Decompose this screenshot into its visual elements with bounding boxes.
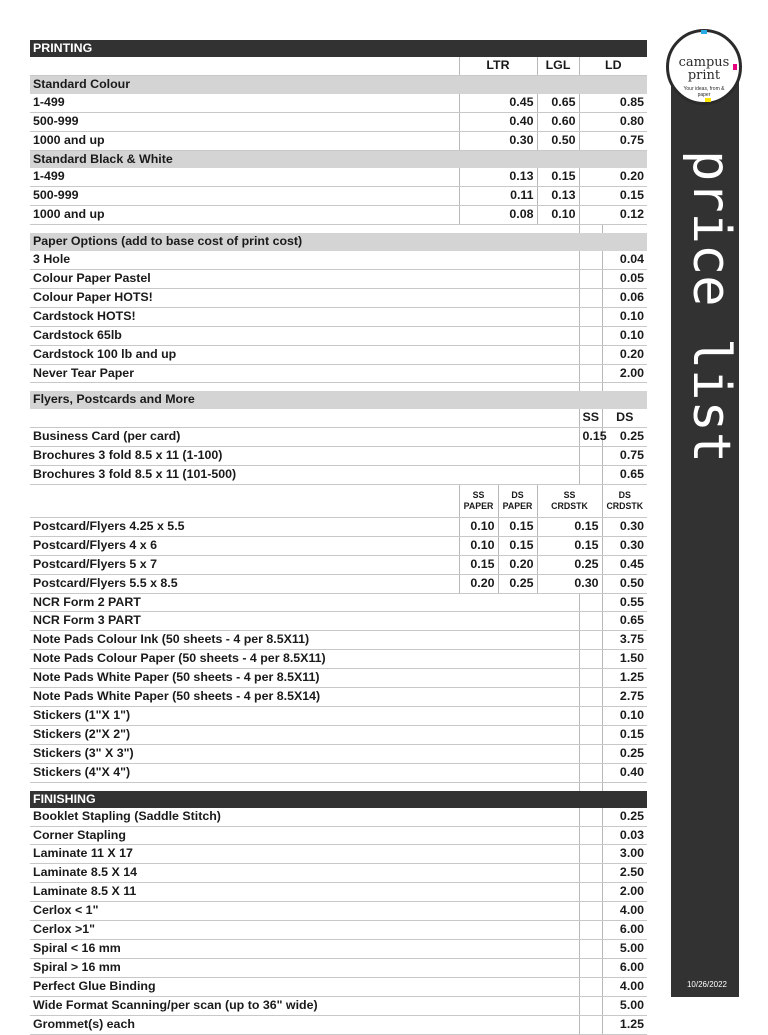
spacer	[579, 251, 602, 269]
item-label: Spiral < 16 mm	[30, 939, 579, 958]
item-label: Note Pads Colour Paper (50 sheets - 4 per 8.5X11)	[30, 650, 579, 669]
finishing-row	[30, 826, 647, 845]
subsection-title: Paper Options (add to base cost of print cost)	[30, 233, 647, 251]
spacer	[579, 593, 602, 612]
price-ss-crdstk: 0.15	[537, 536, 602, 555]
spacer	[579, 883, 602, 902]
subsection-paper-options	[30, 233, 647, 251]
item-price: 1.50	[602, 650, 647, 669]
column-header-top: SS	[563, 489, 576, 500]
column-header-ds-paper	[498, 484, 537, 517]
column-header-top: DS	[618, 489, 631, 500]
item-label: NCR Form 2 PART	[30, 593, 579, 612]
item-price: 2.00	[602, 883, 647, 902]
item-label: Colour Paper Pastel	[30, 269, 579, 288]
spacer	[579, 612, 602, 631]
item-label: Cardstock HOTS!	[30, 307, 579, 326]
postcard-row	[30, 555, 647, 574]
postcard-column-header	[30, 484, 647, 517]
item-label: Note Pads Colour Ink (50 sheets - 4 per 8.5X11)	[30, 631, 579, 650]
logo-text-campus: campus	[678, 55, 730, 70]
logo-tagline: Your ideas, from & paper	[683, 86, 725, 98]
quantity-label: 500-999	[30, 112, 459, 131]
price-ds-paper: 0.20	[498, 555, 537, 574]
column-header-bottom: CRDSTK	[551, 500, 588, 511]
print-price-row	[30, 206, 647, 225]
spacer	[579, 939, 602, 958]
item-label: Note Pads White Paper (50 sheets - 4 per 8.5X11)	[30, 669, 579, 688]
price-table-container	[30, 40, 647, 1035]
printing-column-header	[30, 57, 647, 75]
item-label: Cardstock 100 lb and up	[30, 345, 579, 364]
subsection-bw	[30, 150, 647, 168]
flyer-item-row	[30, 725, 647, 744]
price-ltr: 0.13	[459, 168, 537, 186]
finishing-row	[30, 864, 647, 883]
sidebar-title: price list	[681, 150, 741, 464]
column-header-ds: DS	[602, 409, 647, 427]
item-label: Corner Stapling	[30, 826, 579, 845]
column-header-ds-crdstk	[602, 484, 647, 517]
spacer	[579, 744, 602, 763]
spacer	[579, 725, 602, 744]
item-price: 0.06	[602, 288, 647, 307]
print-price-row	[30, 168, 647, 186]
spacer	[579, 958, 602, 977]
spacer	[602, 782, 647, 791]
spacer	[30, 383, 579, 392]
price-ltr: 0.30	[459, 131, 537, 150]
yellow-accent-dot	[705, 98, 711, 102]
finishing-row	[30, 977, 647, 996]
item-price: 3.75	[602, 631, 647, 650]
item-label: Cardstock 65lb	[30, 326, 579, 345]
sidebar-title-wrap	[679, 150, 739, 480]
finishing-row	[30, 883, 647, 902]
postcard-row	[30, 574, 647, 593]
price-ld: 0.12	[579, 206, 647, 225]
spacer	[579, 921, 602, 940]
subsection-title: Standard Colour	[30, 75, 647, 93]
item-label: Business Card (per card)	[30, 428, 579, 447]
spacer	[579, 782, 602, 791]
item-label: Booklet Stapling (Saddle Stitch)	[30, 808, 579, 826]
item-label: Postcard/Flyers 4 x 6	[30, 536, 459, 555]
flyer-item-row	[30, 650, 647, 669]
flyers-column-header	[30, 409, 647, 427]
item-label: Cerlox >1"	[30, 921, 579, 940]
spacer	[579, 307, 602, 326]
item-price: 5.00	[602, 939, 647, 958]
spacer	[579, 977, 602, 996]
section-title: FINISHING	[30, 791, 647, 808]
spacer	[579, 763, 602, 782]
spacer	[602, 383, 647, 392]
label-spacer	[30, 409, 579, 427]
item-label: Colour Paper HOTS!	[30, 288, 579, 307]
price-ds-crdstk: 0.30	[602, 517, 647, 536]
spacer	[579, 269, 602, 288]
cyan-accent-dot	[701, 30, 707, 34]
column-header-top: DS	[511, 489, 524, 500]
paper-option-row	[30, 288, 647, 307]
flyer-item-row	[30, 669, 647, 688]
item-price: 2.00	[602, 364, 647, 383]
column-header-bottom: CRDSTK	[606, 500, 644, 511]
item-price: 0.25	[602, 808, 647, 826]
section-finishing	[30, 791, 647, 808]
flyer-item-row	[30, 707, 647, 726]
item-label: Brochures 3 fold 8.5 x 11 (101-500)	[30, 466, 579, 485]
item-price: 6.00	[602, 958, 647, 977]
flyer-item-row	[30, 612, 647, 631]
flyer-item-row	[30, 688, 647, 707]
quantity-label: 1000 and up	[30, 131, 459, 150]
flyer-item-row	[30, 593, 647, 612]
item-price: 4.00	[602, 977, 647, 996]
label-spacer	[30, 57, 459, 75]
spacer	[30, 782, 579, 791]
quantity-label: 500-999	[30, 187, 459, 206]
paper-option-row	[30, 251, 647, 269]
price-ss: 0.15	[579, 428, 602, 447]
item-price: 1.25	[602, 1015, 647, 1034]
item-price: 1.25	[602, 669, 647, 688]
paper-option-row	[30, 307, 647, 326]
finishing-row	[30, 808, 647, 826]
postcard-row	[30, 536, 647, 555]
spacer-row	[30, 782, 647, 791]
subsection-colour	[30, 75, 647, 93]
item-price: 2.50	[602, 864, 647, 883]
column-header-bottom: PAPER	[463, 500, 494, 511]
spacer	[579, 631, 602, 650]
item-label: Cerlox < 1"	[30, 902, 579, 921]
spacer	[579, 225, 602, 234]
flyer-item-row	[30, 744, 647, 763]
subsection-title: Flyers, Postcards and More	[30, 391, 647, 409]
price-ss-crdstk: 0.30	[537, 574, 602, 593]
price-lgl: 0.13	[537, 187, 579, 206]
column-header-ltr: LTR	[459, 57, 537, 75]
price-ld: 0.15	[579, 187, 647, 206]
column-header-ld: LD	[579, 57, 647, 75]
item-label: Laminate 8.5 X 11	[30, 883, 579, 902]
spacer	[579, 996, 602, 1015]
item-label: Spiral > 16 mm	[30, 958, 579, 977]
price-lgl: 0.60	[537, 112, 579, 131]
price-lgl: 0.10	[537, 206, 579, 225]
column-header-top: SS	[472, 489, 485, 500]
price-ss-paper: 0.10	[459, 517, 498, 536]
price-ds: 0.25	[602, 428, 647, 447]
spacer	[579, 845, 602, 864]
price-ld: 0.75	[579, 131, 647, 150]
price-lgl: 0.65	[537, 94, 579, 112]
item-label: Note Pads White Paper (50 sheets - 4 per 8.5X14)	[30, 688, 579, 707]
spacer	[579, 864, 602, 883]
item-label: Postcard/Flyers 4.25 x 5.5	[30, 517, 459, 536]
finishing-row	[30, 921, 647, 940]
spacer	[579, 345, 602, 364]
item-price: 0.65	[602, 612, 647, 631]
item-price: 6.00	[602, 921, 647, 940]
brochure-row	[30, 447, 647, 466]
print-price-row	[30, 94, 647, 112]
finishing-row	[30, 1015, 647, 1034]
postcard-row	[30, 517, 647, 536]
quantity-label: 1000 and up	[30, 206, 459, 225]
item-label: Laminate 8.5 X 14	[30, 864, 579, 883]
label-spacer	[30, 484, 459, 517]
price-ld: 0.80	[579, 112, 647, 131]
finishing-row	[30, 958, 647, 977]
business-card-row	[30, 428, 647, 447]
spacer	[579, 669, 602, 688]
spacer	[579, 1015, 602, 1034]
spacer-row	[30, 383, 647, 392]
spacer	[579, 808, 602, 826]
print-price-row	[30, 131, 647, 150]
item-price: 0.25	[602, 744, 647, 763]
finishing-row	[30, 996, 647, 1015]
price-ltr: 0.08	[459, 206, 537, 225]
item-price: 3.00	[602, 845, 647, 864]
spacer	[579, 326, 602, 345]
item-label: 3 Hole	[30, 251, 579, 269]
finishing-row	[30, 939, 647, 958]
price-ltr: 0.45	[459, 94, 537, 112]
item-price: 0.40	[602, 763, 647, 782]
subsection-flyers	[30, 391, 647, 409]
price-ld: 0.85	[579, 94, 647, 112]
paper-option-row	[30, 345, 647, 364]
item-price: 0.10	[602, 307, 647, 326]
item-label: Stickers (3" X 3")	[30, 744, 579, 763]
price-ds-paper: 0.15	[498, 536, 537, 555]
sidebar-date: 10/26/2022	[686, 980, 728, 989]
item-price: 0.55	[602, 593, 647, 612]
spacer	[30, 225, 579, 234]
spacer	[602, 225, 647, 234]
spacer	[579, 364, 602, 383]
price-ds-paper: 0.15	[498, 517, 537, 536]
item-label: Postcard/Flyers 5 x 7	[30, 555, 459, 574]
brochure-row	[30, 466, 647, 485]
spacer	[579, 650, 602, 669]
column-header-ss: SS	[579, 409, 602, 427]
item-label: NCR Form 3 PART	[30, 612, 579, 631]
price-ds-paper: 0.25	[498, 574, 537, 593]
price-ss-paper: 0.15	[459, 555, 498, 574]
quantity-label: 1-499	[30, 168, 459, 186]
print-price-row	[30, 112, 647, 131]
item-price: 0.75	[602, 447, 647, 466]
price-ltr: 0.40	[459, 112, 537, 131]
item-price: 0.65	[602, 466, 647, 485]
quantity-label: 1-499	[30, 94, 459, 112]
item-price: 0.20	[602, 345, 647, 364]
column-header-bottom: PAPER	[502, 500, 533, 511]
item-price: 0.10	[602, 707, 647, 726]
paper-option-row	[30, 326, 647, 345]
item-price: 0.10	[602, 326, 647, 345]
item-label: Brochures 3 fold 8.5 x 11 (1-100)	[30, 447, 579, 466]
price-ss-paper: 0.20	[459, 574, 498, 593]
spacer	[579, 288, 602, 307]
logo-text-print: print	[687, 68, 721, 83]
paper-option-row	[30, 269, 647, 288]
item-label: Postcard/Flyers 5.5 x 8.5	[30, 574, 459, 593]
item-label: Stickers (1"X 1")	[30, 707, 579, 726]
item-price: 0.04	[602, 251, 647, 269]
spacer	[579, 707, 602, 726]
price-lgl: 0.15	[537, 168, 579, 186]
item-label: Wide Format Scanning/per scan (up to 36" wide)	[30, 996, 579, 1015]
item-label: Stickers (2"X 2")	[30, 725, 579, 744]
spacer	[579, 826, 602, 845]
item-label: Perfect Glue Binding	[30, 977, 579, 996]
flyer-item-row	[30, 763, 647, 782]
price-ds-crdstk: 0.30	[602, 536, 647, 555]
item-price: 0.03	[602, 826, 647, 845]
paper-option-row	[30, 364, 647, 383]
item-price: 2.75	[602, 688, 647, 707]
print-price-row	[30, 187, 647, 206]
column-header-ss-paper	[459, 484, 498, 517]
column-header-lgl: LGL	[537, 57, 579, 75]
price-ds-crdstk: 0.50	[602, 574, 647, 593]
price-ss-crdstk: 0.25	[537, 555, 602, 574]
spacer	[579, 466, 602, 485]
finishing-row	[30, 845, 647, 864]
flyer-item-row	[30, 631, 647, 650]
section-title: PRINTING	[30, 40, 647, 57]
item-price: 4.00	[602, 902, 647, 921]
section-printing	[30, 40, 647, 57]
price-ltr: 0.11	[459, 187, 537, 206]
price-ss-paper: 0.10	[459, 536, 498, 555]
spacer-row	[30, 225, 647, 234]
subsection-title: Standard Black & White	[30, 150, 647, 168]
item-price: 0.15	[602, 725, 647, 744]
finishing-row	[30, 902, 647, 921]
price-table	[30, 40, 647, 1035]
spacer	[579, 447, 602, 466]
spacer	[579, 383, 602, 392]
price-ld: 0.20	[579, 168, 647, 186]
column-header-ss-crdstk	[537, 484, 602, 517]
spacer	[579, 902, 602, 921]
item-price: 0.05	[602, 269, 647, 288]
price-ss-crdstk: 0.15	[537, 517, 602, 536]
item-label: Never Tear Paper	[30, 364, 579, 383]
spacer	[579, 688, 602, 707]
item-label: Laminate 11 X 17	[30, 845, 579, 864]
price-ds-crdstk: 0.45	[602, 555, 647, 574]
item-price: 5.00	[602, 996, 647, 1015]
price-lgl: 0.50	[537, 131, 579, 150]
item-label: Grommet(s) each	[30, 1015, 579, 1034]
campus-print-logo	[666, 29, 742, 105]
item-label: Stickers (4"X 4")	[30, 763, 579, 782]
